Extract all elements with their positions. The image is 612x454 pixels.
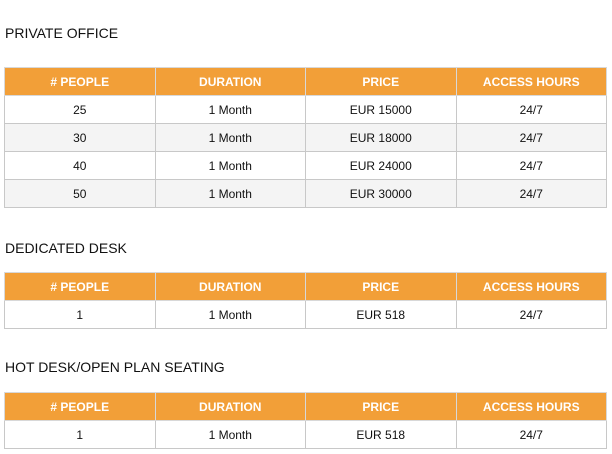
cell-access-hours: 24/7 xyxy=(456,124,607,152)
column-header-price: PRICE xyxy=(306,273,457,301)
table-row xyxy=(5,421,607,449)
column-header-duration: DURATION xyxy=(155,68,306,96)
table-row xyxy=(5,301,607,329)
column-header-access-hours: ACCESS HOURS xyxy=(456,68,607,96)
table-header-row xyxy=(5,68,607,96)
cell-duration: 1 Month xyxy=(155,124,306,152)
column-header-people: # PEOPLE xyxy=(5,273,156,301)
column-header-price: PRICE xyxy=(306,68,457,96)
hot-desk-pricing-table xyxy=(4,392,607,449)
cell-price: EUR 24000 xyxy=(306,152,457,180)
cell-price: EUR 518 xyxy=(306,421,457,449)
table-row xyxy=(5,152,607,180)
cell-people: 50 xyxy=(5,180,156,208)
cell-duration: 1 Month xyxy=(155,421,306,449)
table-row xyxy=(5,96,607,124)
column-header-price: PRICE xyxy=(306,393,457,421)
column-header-people: # PEOPLE xyxy=(5,68,156,96)
section-title-hot-desk: HOT DESK/OPEN PLAN SEATING xyxy=(5,359,225,375)
column-header-people: # PEOPLE xyxy=(5,393,156,421)
cell-duration: 1 Month xyxy=(155,180,306,208)
cell-price: EUR 30000 xyxy=(306,180,457,208)
table-header-row xyxy=(5,393,607,421)
cell-access-hours: 24/7 xyxy=(456,152,607,180)
cell-access-hours: 24/7 xyxy=(456,421,607,449)
section-title-dedicated-desk: DEDICATED DESK xyxy=(5,240,127,256)
cell-price: EUR 15000 xyxy=(306,96,457,124)
cell-access-hours: 24/7 xyxy=(456,180,607,208)
cell-duration: 1 Month xyxy=(155,152,306,180)
cell-duration: 1 Month xyxy=(155,96,306,124)
cell-people: 1 xyxy=(5,301,156,329)
cell-duration: 1 Month xyxy=(155,301,306,329)
column-header-duration: DURATION xyxy=(155,273,306,301)
cell-people: 30 xyxy=(5,124,156,152)
section-title-private-office: PRIVATE OFFICE xyxy=(5,25,119,41)
cell-access-hours: 24/7 xyxy=(456,96,607,124)
cell-people: 40 xyxy=(5,152,156,180)
cell-people: 25 xyxy=(5,96,156,124)
dedicated-desk-pricing-table xyxy=(4,272,607,329)
column-header-access-hours: ACCESS HOURS xyxy=(456,273,607,301)
private-office-pricing-table xyxy=(4,67,607,208)
cell-price: EUR 518 xyxy=(306,301,457,329)
cell-price: EUR 18000 xyxy=(306,124,457,152)
table-row xyxy=(5,124,607,152)
cell-access-hours: 24/7 xyxy=(456,301,607,329)
cell-people: 1 xyxy=(5,421,156,449)
column-header-access-hours: ACCESS HOURS xyxy=(456,393,607,421)
table-header-row xyxy=(5,273,607,301)
table-row xyxy=(5,180,607,208)
column-header-duration: DURATION xyxy=(155,393,306,421)
